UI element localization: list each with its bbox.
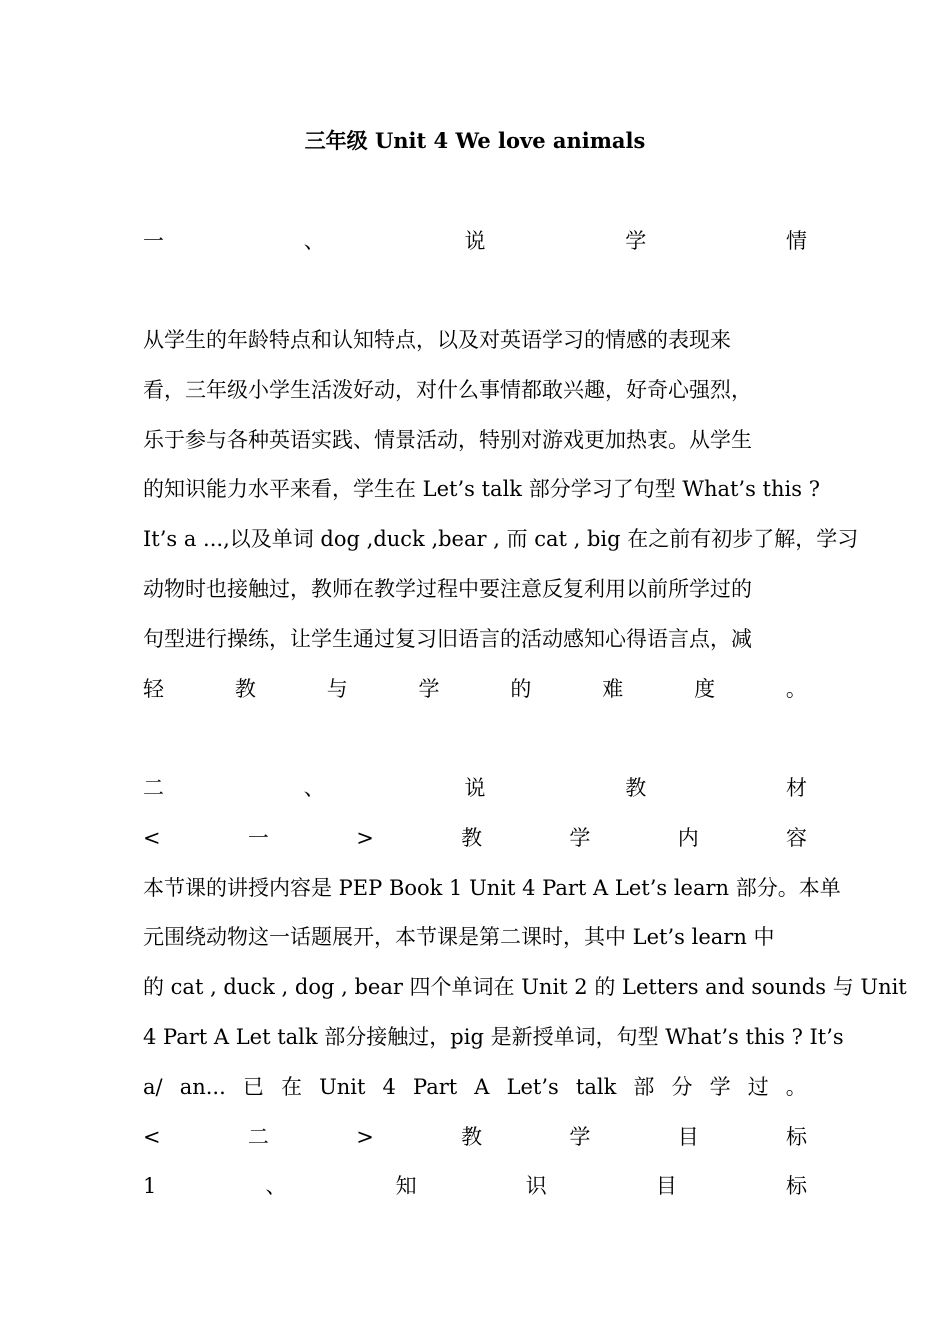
- spaced-token: Unit: [319, 1075, 366, 1099]
- spaced-token: 教: [461, 826, 483, 850]
- spaced-token: 、: [265, 1174, 287, 1198]
- paragraph-line: 4 Part A Let talk 部分接触过，pig 是新授单词，句型 What’s this ? It’s: [143, 1025, 844, 1049]
- spaced-token: 二: [247, 1125, 269, 1149]
- spaced-token: 已: [242, 1075, 264, 1099]
- spaced-token: 内: [677, 826, 699, 850]
- spaced-token: talk: [575, 1075, 617, 1099]
- subheading-teaching-goals: [143, 1122, 807, 1152]
- spaced-token: 部: [633, 1075, 655, 1099]
- spaced-token: 。: [785, 677, 807, 701]
- paragraph-line: 本节课的讲授内容是 PEP Book 1 Unit 4 Part A Let’s learn 部分。本单: [143, 876, 841, 900]
- spaced-token: 4: [382, 1075, 396, 1099]
- spaced-token: 分: [671, 1075, 693, 1099]
- spaced-token: 识: [525, 1174, 547, 1198]
- spaced-token: 、: [303, 229, 325, 253]
- spaced-token: 标: [786, 1174, 807, 1198]
- spaced-token: 知: [395, 1174, 417, 1198]
- document-title: 三年级 Unit 4 We love animals: [304, 128, 646, 153]
- subheading-teaching-content: [143, 823, 807, 853]
- paragraph-line: 的 cat , duck , dog , bear 四个单词在 Unit 2 的 Letters and sounds 与 Unit: [143, 975, 907, 999]
- spaced-token: 情: [786, 229, 807, 253]
- subheading-knowledge-goals: [143, 1171, 807, 1201]
- spaced-token: 、: [303, 776, 325, 800]
- spaced-token: a/: [143, 1075, 163, 1099]
- spaced-token: 一: [247, 826, 269, 850]
- spaced-token: 教: [234, 677, 256, 701]
- paragraph-line: 的知识能力水平来看，学生在 Let’s talk 部分学习了句型 What’s this ?: [143, 477, 820, 501]
- spaced-token: 学: [709, 1075, 731, 1099]
- spaced-token: Part: [413, 1075, 458, 1099]
- spaced-token: 与: [326, 677, 348, 701]
- spaced-token: 学: [569, 1125, 591, 1149]
- paragraph-line: 乐于参与各种英语实践、情景活动，特别对游戏更加热衷。从学生: [143, 428, 752, 452]
- spaced-token: 一: [143, 229, 164, 253]
- spaced-token: 二: [143, 776, 164, 800]
- spaced-token: <: [143, 826, 161, 850]
- spaced-token: 度: [694, 677, 716, 701]
- spaced-token: A: [474, 1075, 490, 1099]
- paragraph-line-justified: [143, 674, 807, 704]
- spaced-token: 难: [602, 677, 624, 701]
- spaced-token: 过: [747, 1075, 769, 1099]
- spaced-token: 容: [786, 826, 807, 850]
- spaced-token: <: [143, 1125, 161, 1149]
- spaced-token: 教: [461, 1125, 483, 1149]
- paragraph-line: 从学生的年龄特点和认知特点，以及对英语学习的情感的表现来: [143, 328, 731, 352]
- spaced-token: 1: [143, 1174, 157, 1198]
- spaced-token: 目: [655, 1174, 677, 1198]
- paragraph-line: 句型进行操练，让学生通过复习旧语言的活动感知心得语言点，减: [143, 627, 752, 651]
- paragraph-line: 看，三年级小学生活泼好动，对什么事情都敢兴趣，好奇心强烈，: [143, 378, 752, 402]
- spaced-token: 学: [569, 826, 591, 850]
- spaced-token: 学: [418, 677, 440, 701]
- spaced-token: an...: [179, 1075, 226, 1099]
- paragraph-line: 元围绕动物这一话题展开，本节课是第二课时，其中 Let’s learn 中: [143, 925, 775, 949]
- spaced-token: 说: [464, 229, 486, 253]
- heading-learning-situation: [143, 226, 807, 256]
- spaced-token: 学: [625, 229, 647, 253]
- spaced-token: 的: [510, 677, 532, 701]
- spaced-token: 材: [786, 776, 807, 800]
- spaced-token: 目: [677, 1125, 699, 1149]
- spaced-token: 标: [786, 1125, 807, 1149]
- spaced-token: 。: [785, 1075, 807, 1099]
- spaced-token: >: [356, 826, 374, 850]
- spaced-token: 教: [625, 776, 647, 800]
- paragraph-line-justified: [143, 1072, 807, 1102]
- paragraph-line: 动物时也接触过，教师在教学过程中要注意反复利用以前所学过的: [143, 577, 752, 601]
- spaced-token: Let’s: [506, 1075, 559, 1099]
- spaced-token: 在: [280, 1075, 302, 1099]
- spaced-token: >: [356, 1125, 374, 1149]
- heading-teaching-material: [143, 773, 807, 803]
- paragraph-line: It’s a ...,以及单词 dog ,duck ,bear , 而 cat , big 在之前有初步了解，学习: [143, 527, 859, 551]
- spaced-token: 说: [464, 776, 486, 800]
- spaced-token: 轻: [143, 677, 164, 701]
